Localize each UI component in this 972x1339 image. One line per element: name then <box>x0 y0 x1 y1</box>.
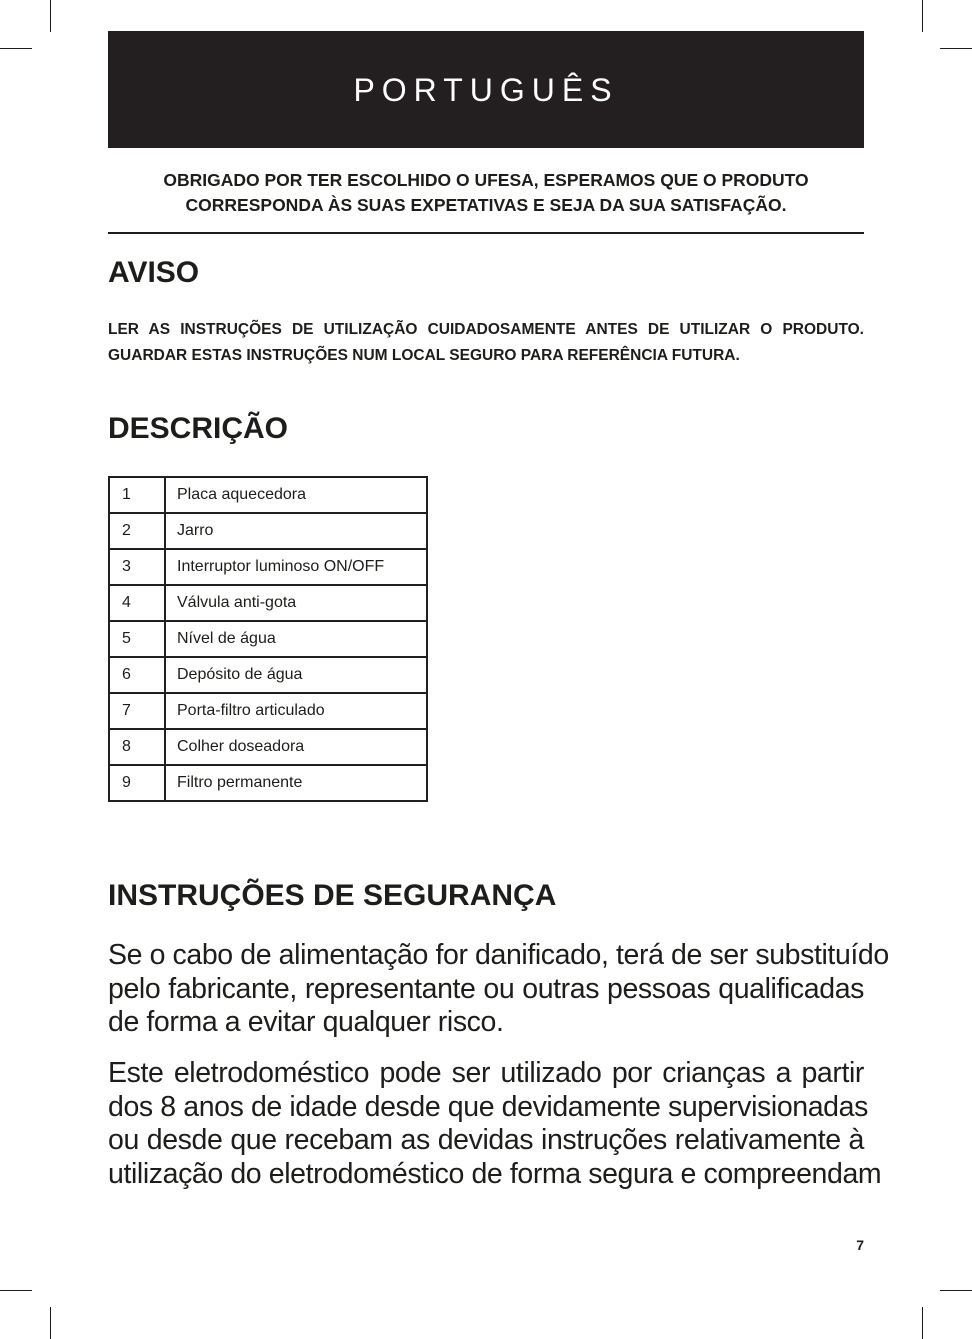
part-number: 8 <box>109 729 165 765</box>
table-row <box>109 657 427 693</box>
table-row <box>109 549 427 585</box>
safety-paragraph <box>108 939 889 1040</box>
paragraph-line: de forma a evitar qualquer risco. <box>108 1006 504 1038</box>
safety-paragraph <box>108 1057 882 1191</box>
part-label: Nível de água <box>165 621 427 657</box>
paragraph-line: utilização do eletrodoméstico de forma segura e compreendam <box>108 1157 882 1190</box>
crop-mark <box>940 1290 972 1291</box>
thanks-line: OBRIGADO POR TER ESCOLHIDO O UFESA, ESPERAMOS QUE O PRODUTO <box>163 170 809 190</box>
part-label: Interruptor luminoso ON/OFF <box>165 549 427 585</box>
divider <box>108 232 864 234</box>
crop-mark <box>0 48 32 49</box>
part-number: 9 <box>109 765 165 801</box>
crop-mark <box>0 1290 32 1291</box>
safety-heading: INSTRUÇÕES DE SEGURANÇA <box>108 879 557 912</box>
part-number: 3 <box>109 549 165 585</box>
paragraph-line: pelo fabricante, representante ou outras pessoas qualificadas <box>108 972 864 1005</box>
thanks-line: CORRESPONDA ÀS SUAS EXPETATIVAS E SEJA DA SUA SATISFAÇÃO. <box>185 195 787 215</box>
table-row <box>109 621 427 657</box>
part-label: Porta-filtro articulado <box>165 693 427 729</box>
crop-mark <box>50 0 51 32</box>
warning-line: LER AS INSTRUÇÕES DE UTILIZAÇÃO CUIDADOSAMENTE ANTES DE UTILIZAR O PRODUTO. <box>108 321 864 338</box>
table-row <box>109 729 427 765</box>
language-banner <box>108 31 864 148</box>
part-label: Jarro <box>165 513 427 549</box>
thanks-message <box>108 168 864 218</box>
warning-text <box>108 317 864 369</box>
language-title: PORTUGUÊS <box>353 72 619 108</box>
page-number: 7 <box>856 1237 864 1253</box>
parts-table <box>108 476 428 802</box>
crop-mark <box>50 1307 51 1339</box>
warning-line: GUARDAR ESTAS INSTRUÇÕES NUM LOCAL SEGURO PARA REFERÊNCIA FUTURA. <box>108 347 740 364</box>
warning-heading: AVISO <box>108 256 200 289</box>
paragraph-line: Se o cabo de alimentação for danificado, terá de ser substituído <box>108 939 889 971</box>
part-label: Filtro permanente <box>165 765 427 801</box>
paragraph-line: Este eletrodoméstico pode ser utilizado por crianças a partir <box>108 1057 864 1089</box>
part-label: Depósito de água <box>165 657 427 693</box>
crop-mark <box>922 0 923 32</box>
part-number: 5 <box>109 621 165 657</box>
paragraph-line: dos 8 anos de idade desde que devidamente supervisionadas <box>108 1090 868 1123</box>
crop-mark <box>940 48 972 49</box>
table-row <box>109 477 427 513</box>
table-row <box>109 513 427 549</box>
paragraph-line: ou desde que recebam as devidas instruções relativamente à <box>108 1124 864 1156</box>
part-label: Placa aquecedora <box>165 477 427 513</box>
table-row <box>109 585 427 621</box>
part-number: 4 <box>109 585 165 621</box>
part-number: 7 <box>109 693 165 729</box>
part-number: 2 <box>109 513 165 549</box>
description-heading: DESCRIÇÃO <box>108 412 289 445</box>
part-label: Colher doseadora <box>165 729 427 765</box>
table-row <box>109 765 427 801</box>
part-number: 6 <box>109 657 165 693</box>
crop-mark <box>922 1307 923 1339</box>
table-row <box>109 693 427 729</box>
part-number: 1 <box>109 477 165 513</box>
part-label: Válvula anti-gota <box>165 585 427 621</box>
